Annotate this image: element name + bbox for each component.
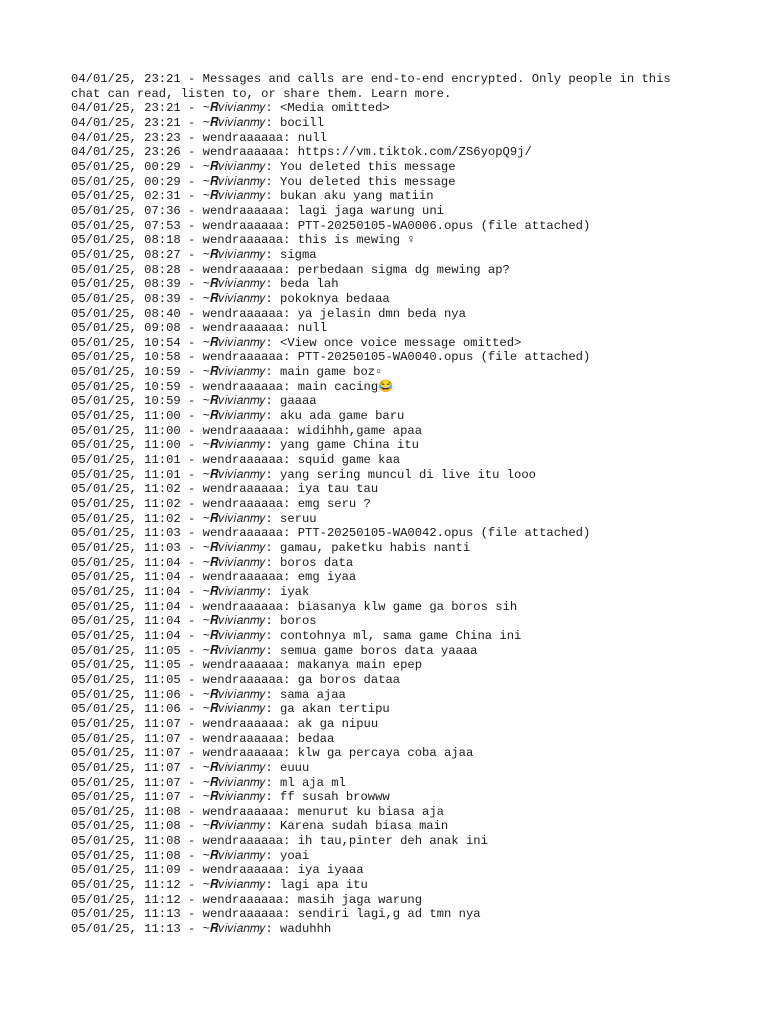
chat-message-line: 05/01/25, 11:06 - ~𝑹𝑣𝑖𝑣𝑖𝑎𝑛𝑚𝑦: ga akan tertipu [71,702,390,717]
chat-message-line: 05/01/25, 02:31 - ~𝑹𝑣𝑖𝑣𝑖𝑎𝑛𝑚𝑦: bukan aku yang matiin [71,189,434,204]
chat-message-line: 05/01/25, 00:29 - ~𝑹𝑣𝑖𝑣𝑖𝑎𝑛𝑚𝑦: You deleted this message [71,174,456,189]
chat-message-line: 05/01/25, 11:00 - ~𝑹𝑣𝑖𝑣𝑖𝑎𝑛𝑚𝑦: aku ada game baru [71,409,405,424]
chat-message-line: 05/01/25, 08:39 - ~𝑹𝑣𝑖𝑣𝑖𝑎𝑛𝑚𝑦: pokoknya bedaaa [71,291,390,306]
chat-message-line: 05/01/25, 11:07 - wendraaaaaa: bedaa [71,731,335,746]
chat-message-line: 04/01/25, 23:26 - wendraaaaaa: https://vm.tiktok.com/ZS6yopQ9j/ [71,145,532,160]
chat-message-line: 05/01/25, 10:59 - wendraaaaaa: main cacing😂 [71,379,394,394]
chat-message-line: 05/01/25, 11:07 - wendraaaaaa: ak ga nipuu [71,716,379,731]
chat-message-line: 05/01/25, 11:03 - wendraaaaaa: PTT-20250105-WA0042.opus (file attached) [71,526,591,541]
chat-message-line: 05/01/25, 11:07 - ~𝑹𝑣𝑖𝑣𝑖𝑎𝑛𝑚𝑦: euuu [71,760,310,775]
chat-message-line: 05/01/25, 11:07 - ~𝑹𝑣𝑖𝑣𝑖𝑎𝑛𝑚𝑦: ml aja ml [71,775,346,790]
chat-message-line: 05/01/25, 11:12 - wendraaaaaa: masih jaga warung [71,892,423,907]
chat-message-line: 05/01/25, 11:00 - wendraaaaaa: widihhh,game apaa [71,423,423,438]
chat-message-line: 05/01/25, 08:27 - ~𝑹𝑣𝑖𝑣𝑖𝑎𝑛𝑚𝑦: sigma [71,247,317,262]
chat-message-line: 05/01/25, 11:04 - ~𝑹𝑣𝑖𝑣𝑖𝑎𝑛𝑚𝑦: iyak [71,584,310,599]
chat-message-line: 05/01/25, 08:28 - wendraaaaaa: perbedaan sigma dg mewing ap? [71,262,510,277]
encryption-notice-line: 04/01/25, 23:21 - Messages and calls are end-to-end encrypted. Only people in this [71,72,671,86]
chat-message-line: 05/01/25, 10:59 - ~𝑹𝑣𝑖𝑣𝑖𝑎𝑛𝑚𝑦: gaaaa [71,394,317,409]
chat-message-line: 05/01/25, 11:02 - ~𝑹𝑣𝑖𝑣𝑖𝑎𝑛𝑚𝑦: seruu [71,511,317,526]
chat-message-line: 05/01/25, 11:07 - ~𝑹𝑣𝑖𝑣𝑖𝑎𝑛𝑚𝑦: ff susah browww [71,790,390,805]
chat-message-line: 05/01/25, 11:05 - wendraaaaaa: makanya main epep [71,658,423,673]
chat-message-line: 05/01/25, 11:13 - ~𝑹𝑣𝑖𝑣𝑖𝑎𝑛𝑚𝑦: waduhhh [71,922,332,937]
chat-message-line: 05/01/25, 11:02 - wendraaaaaa: iya tau tau [71,482,379,497]
chat-message-line: 05/01/25, 11:04 - wendraaaaaa: biasanya klw game ga boros sih [71,599,518,614]
chat-message-line: 05/01/25, 11:04 - ~𝑹𝑣𝑖𝑣𝑖𝑎𝑛𝑚𝑦: contohnya ml, sama game China ini [71,628,522,643]
chat-message-line: 05/01/25, 08:40 - wendraaaaaa: ya jelasin dmn beda nya [71,306,466,321]
chat-message-line: 05/01/25, 08:18 - wendraaaaaa: this is mewing ♀ [71,233,415,248]
chat-message-line: 05/01/25, 11:01 - wendraaaaaa: squid game kaa [71,453,401,468]
chat-message-line: 05/01/25, 07:36 - wendraaaaaa: lagi jaga warung uni [71,203,444,218]
chat-message-line: 05/01/25, 11:04 - ~𝑹𝑣𝑖𝑣𝑖𝑎𝑛𝑚𝑦: boros data [71,555,354,570]
chat-message-line: 05/01/25, 09:08 - wendraaaaaa: null [71,321,327,336]
chat-message-line: 04/01/25, 23:23 - wendraaaaaa: null [71,130,327,145]
chat-message-line: 05/01/25, 11:08 - ~𝑹𝑣𝑖𝑣𝑖𝑎𝑛𝑚𝑦: yoai [71,848,310,863]
chat-message-line: 05/01/25, 11:00 - ~𝑹𝑣𝑖𝑣𝑖𝑎𝑛𝑚𝑦: yang game China itu [71,438,419,453]
chat-message-line: 04/01/25, 23:21 - ~𝑹𝑣𝑖𝑣𝑖𝑎𝑛𝑚𝑦: <Media omitted> [71,101,390,116]
chat-message-line: 05/01/25, 11:12 - ~𝑹𝑣𝑖𝑣𝑖𝑎𝑛𝑚𝑦: lagi apa itu [71,878,368,893]
chat-export-document [71,72,731,937]
chat-message-line: 05/01/25, 10:58 - wendraaaaaa: PTT-20250105-WA0040.opus (file attached) [71,350,591,365]
chat-message-line: 04/01/25, 23:21 - ~𝑹𝑣𝑖𝑣𝑖𝑎𝑛𝑚𝑦: bocill [71,115,324,130]
chat-message-line: 05/01/25, 11:04 - wendraaaaaa: emg iyaa [71,570,357,585]
chat-message-line: 05/01/25, 00:29 - ~𝑹𝑣𝑖𝑣𝑖𝑎𝑛𝑚𝑦: You deleted this message [71,159,456,174]
chat-message-line: 05/01/25, 07:53 - wendraaaaaa: PTT-20250105-WA0006.opus (file attached) [71,218,591,233]
chat-message-line: 05/01/25, 08:39 - ~𝑹𝑣𝑖𝑣𝑖𝑎𝑛𝑚𝑦: beda lah [71,277,339,292]
encryption-notice-continuation: chat can read, listen to, or share them. Learn more. [71,86,452,101]
chat-message-line: 05/01/25, 11:04 - ~𝑹𝑣𝑖𝑣𝑖𝑎𝑛𝑚𝑦: boros [71,614,317,629]
chat-message-line: 05/01/25, 11:08 - wendraaaaaa: menurut ku biasa aja [71,804,444,819]
chat-message-line: 05/01/25, 11:08 - wendraaaaaa: ih tau,pinter deh anak ini [71,834,488,849]
chat-message-line: 05/01/25, 11:03 - ~𝑹𝑣𝑖𝑣𝑖𝑎𝑛𝑚𝑦: gamau, paketku habis nanti [71,541,471,555]
chat-message-line: 05/01/25, 10:59 - ~𝑹𝑣𝑖𝑣𝑖𝑎𝑛𝑚𝑦: main game boz▫ [71,365,383,380]
chat-message-line: 05/01/25, 11:05 - wendraaaaaa: ga boros dataa [71,672,401,687]
chat-message-line: 05/01/25, 10:54 - ~𝑹𝑣𝑖𝑣𝑖𝑎𝑛𝑚𝑦: <View once voice message omitted> [71,335,522,350]
chat-message-line: 05/01/25, 11:01 - ~𝑹𝑣𝑖𝑣𝑖𝑎𝑛𝑚𝑦: yang sering muncul di live itu looo [71,467,536,482]
chat-message-line: 05/01/25, 11:13 - wendraaaaaa: sendiri lagi,g ad tmn nya [71,907,481,922]
chat-message-line: 05/01/25, 11:09 - wendraaaaaa: iya iyaaa [71,863,364,878]
chat-message-line: 05/01/25, 11:08 - ~𝑹𝑣𝑖𝑣𝑖𝑎𝑛𝑚𝑦: Karena sudah biasa main [71,819,449,834]
chat-message-line: 05/01/25, 11:02 - wendraaaaaa: emg seru ? [71,497,371,512]
chat-message-line: 05/01/25, 11:06 - ~𝑹𝑣𝑖𝑣𝑖𝑎𝑛𝑚𝑦: sama ajaa [71,687,346,702]
chat-message-line: 05/01/25, 11:07 - wendraaaaaa: klw ga percaya coba ajaa [71,746,474,761]
chat-message-line: 05/01/25, 11:05 - ~𝑹𝑣𝑖𝑣𝑖𝑎𝑛𝑚𝑦: semua game boros data yaaaa [71,643,478,658]
